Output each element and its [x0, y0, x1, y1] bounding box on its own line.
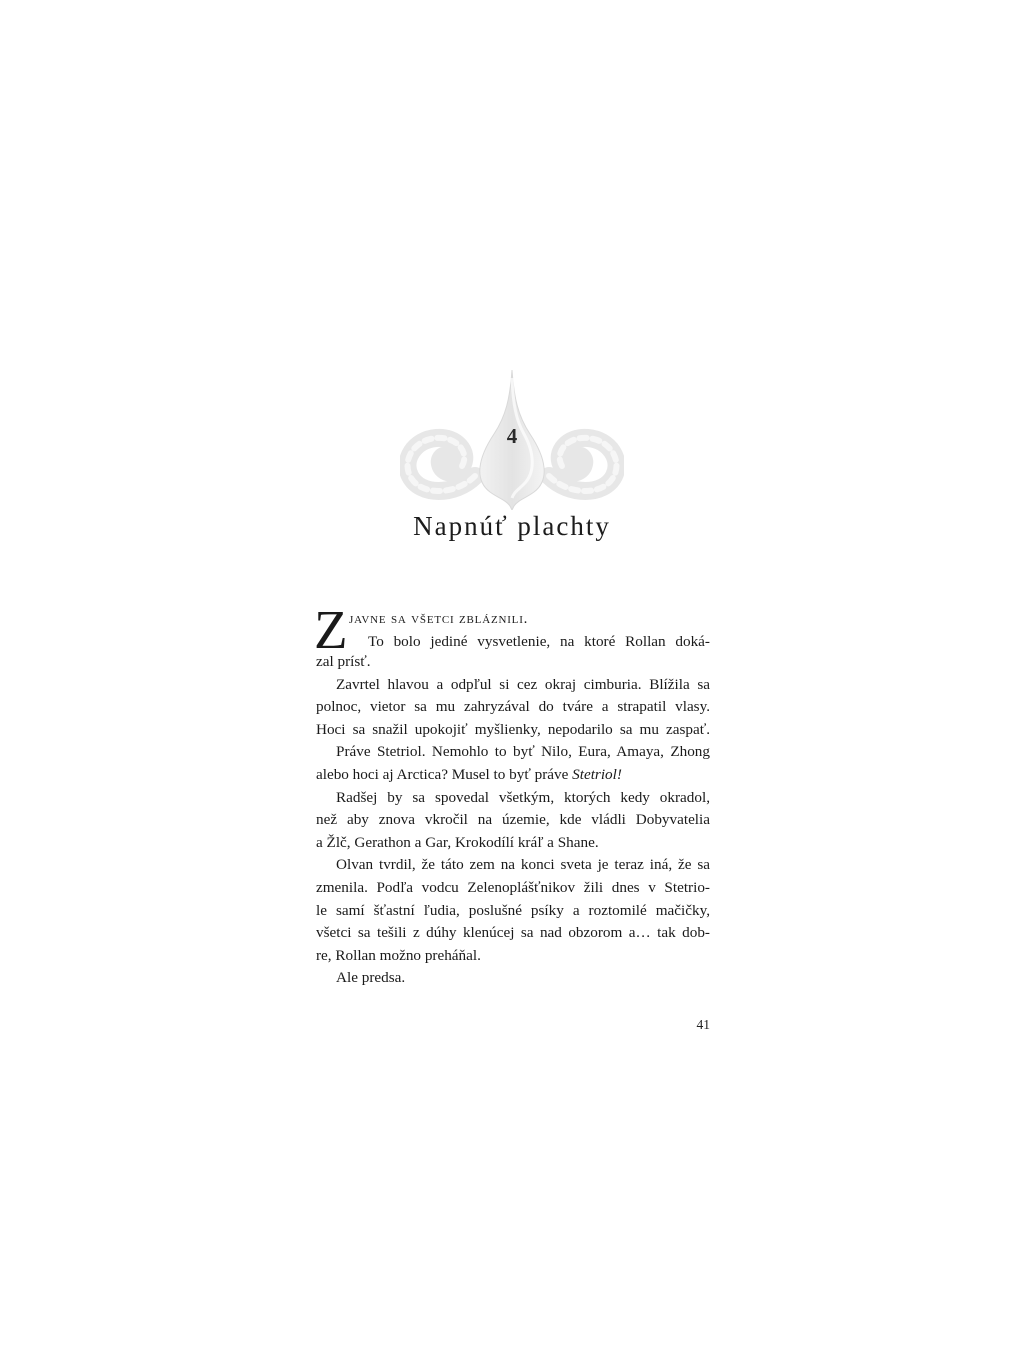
- text-line: le samí šťastní ľudia, poslušné psíky a roztomilé mačičky,: [316, 901, 710, 919]
- text-line: Hoci sa snažil upokojiť myšlienky, nepodarilo sa mu zaspať.: [316, 720, 710, 738]
- text-line: všetci sa tešili z dúhy klenúcej sa nad obzorom a… tak dob-: [316, 924, 710, 942]
- text-line: zmenila. Podľa vodcu Zelenoplášťnikov žili dnes v Stetrio-: [316, 878, 710, 896]
- drop-cap: Z: [314, 599, 348, 660]
- opening-smallcaps: javne sa všetci zbláznili.: [349, 611, 529, 627]
- text-line: Zavrtel hlavou a odpľul si cez okraj cimburia. Blížila sa: [336, 675, 710, 693]
- text-line: Radšej by sa spovedal všetkým, ktorých kedy okradol,: [336, 788, 710, 806]
- page-number: 41: [696, 1017, 710, 1032]
- text-line: [316, 764, 710, 787]
- text-line: Olvan tvrdil, že táto zem na konci sveta je teraz iná, že sa: [336, 856, 710, 874]
- text-line: a Žlč, Gerathon a Gar, Krokodílí kráľ a Shane.: [316, 833, 599, 851]
- chapter-number: 4: [506, 424, 518, 448]
- text-line: Ale predsa.: [336, 969, 406, 987]
- text-span: alebo hoci aj Arctica? Musel to byť práve: [316, 765, 573, 783]
- chapter-title: Napnúť plachty: [413, 511, 611, 541]
- text-line: než aby znova vkročil na územie, kde vládli Dobyvatelia: [316, 811, 710, 829]
- text-line: re, Rollan možno preháňal.: [316, 946, 481, 964]
- emphasis-text: Stetriol!: [572, 765, 622, 783]
- chapter-body: [314, 599, 710, 990]
- text-line: polnoc, vietor sa mu zahryzával do tváre a strapatil vlasy.: [316, 698, 710, 716]
- text-line: zal prísť.: [316, 653, 371, 670]
- text-line: To bolo jediné vysvetlenie, na ktoré Rollan doká-: [368, 633, 710, 650]
- opening-paragraph: [314, 599, 710, 660]
- text-line: Práve Stetriol. Nemohlo to byť Nilo, Eura, Amaya, Zhong: [336, 743, 710, 761]
